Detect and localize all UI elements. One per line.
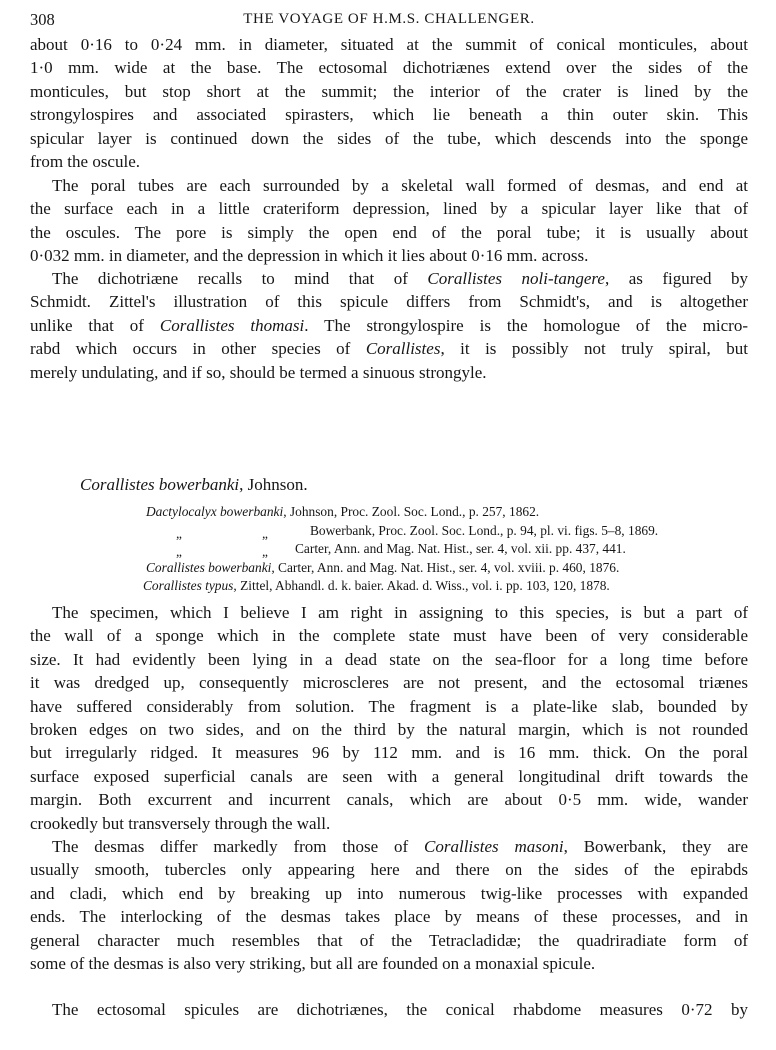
synonymy-entry <box>146 503 726 522</box>
text-segment: , it is possibly not truly spiral, but <box>440 339 748 359</box>
paragraph <box>30 174 748 268</box>
synonymy-entry <box>143 577 723 596</box>
paragraph <box>30 998 748 1021</box>
text-segment: . The strongylospire is the homologue of the micro- <box>304 315 748 335</box>
text-line: from the oscule. <box>30 151 140 171</box>
species-heading <box>80 475 308 495</box>
ditto-mark: „ <box>262 544 268 560</box>
paragraph <box>30 267 748 384</box>
synonymy-entry <box>146 522 726 541</box>
text-line <box>30 314 748 337</box>
synonym-name: Dactylocalyx bowerbanki <box>146 504 284 519</box>
text-line <box>30 337 748 360</box>
text-line <box>30 835 748 858</box>
text-line: general character much resembles that of the Tetracladidæ; the quadriradiate form of <box>30 930 748 950</box>
text-line: and cladi, which end by breaking up into numerous twig-like processes with expanded <box>30 883 748 903</box>
ditto-mark: „ <box>176 544 182 560</box>
paragraph <box>30 33 748 173</box>
text-line <box>30 267 748 290</box>
synonym-name: Corallistes typus <box>143 578 234 594</box>
text-line: The poral tubes are each surrounded by a skeletal wall formed of desmas, and end at <box>52 176 748 195</box>
text-line: about 0·16 to 0·24 mm. in diameter, situated at the summit of conical monticules, about <box>30 35 748 54</box>
synonym-reference: , Carter, Ann. and Mag. Nat. Hist., ser. 4, vol. xviii. p. 460, 1876. <box>271 559 620 575</box>
text-line: monticules, but stop short at the summit; the interior of the crater is lined by the <box>30 81 748 101</box>
synonymy-entry <box>146 540 726 559</box>
text-line: some of the desmas is also very striking, but all are founded on a monaxial spicule. <box>30 953 596 973</box>
text-line: size. It had evidently been lying in a dead state on the sea-floor for a long time before <box>30 649 748 669</box>
text-line: but irregularly ridged. It measures 96 by 112 mm. and is 16 mm. thick. On the poral <box>30 743 748 763</box>
paragraph <box>30 835 748 975</box>
text-line: The ectosomal spicules are dichotriænes, the conical rhabdome measures 0·72 by <box>52 1000 748 1019</box>
italic-taxon-name: Corallistes noli-tangere <box>427 269 605 288</box>
text-line: surface exposed superficial canals are seen with a general longitudinal drift towards the <box>30 766 748 786</box>
text-line: the surface each in a little crateriform depression, lined by a spicular layer like that of <box>30 199 748 219</box>
text-segment: , Bowerbank, they are <box>563 837 748 856</box>
synonymy-list <box>143 503 726 596</box>
synonym-reference: , Johnson, Proc. Zool. Soc. Lond., p. 257, 1862. <box>283 504 540 519</box>
species-author: , Johnson. <box>239 475 308 494</box>
italic-taxon-name: Corallistes thomasi <box>159 315 305 335</box>
synonym-reference: Bowerbank, Proc. Zool. Soc. Lond., p. 94, pl. vi. figs. 5–8, 1869. <box>310 522 659 538</box>
text-line: 0·032 mm. in diameter, and the depression in which it lies about 0·16 mm. across. <box>30 246 589 266</box>
text-line: The specimen, which I believe I am right in assigning to this species, is but a part of <box>52 603 748 622</box>
text-segment: rabd which occurs in other species of <box>30 339 366 359</box>
text-line: margin. Both excurrent and incurrent canals, which are about 0·5 mm. wide, wander <box>30 790 748 810</box>
text-line: merely undulating, and if so, should be termed a sinuous strongyle. <box>30 362 487 382</box>
paragraph <box>30 601 748 835</box>
text-line: it was dredged up, consequently microscleres are not present, and the ectosomal triænes <box>30 673 748 693</box>
italic-taxon-name: Corallistes <box>365 339 441 359</box>
ditto-mark: „ <box>176 525 182 541</box>
text-line: broken edges on two sides, and on the third by the natural margin, which is not rounded <box>30 719 748 739</box>
text-line: usually smooth, tubercles only appearing here and there on the sides of the epirabds <box>30 860 748 880</box>
italic-taxon-name: Corallistes masoni <box>424 837 564 856</box>
text-segment: unlike that of <box>30 315 160 335</box>
species-name: Corallistes bowerbanki <box>80 475 240 494</box>
running-title: THE VOYAGE OF H.M.S. CHALLENGER. <box>243 11 535 27</box>
page-number: 308 <box>30 10 55 29</box>
text-line: the wall of a sponge which in the complete state must have been of very considerable <box>30 626 748 646</box>
synonym-reference: , Zittel, Abhandl. d. k. baier. Akad. d. Wiss., vol. i. pp. 103, 120, 1878. <box>233 578 610 594</box>
ditto-mark: „ <box>262 525 268 541</box>
text-line: Schmidt. Zittel's illustration of this spicule differs from Schmidt's, and is altogether <box>30 292 748 312</box>
text-line: strongylospires and associated spirasters, which lie beneath a thin outer skin. This <box>30 105 748 125</box>
text-line: crookedly but transversely through the wall. <box>30 813 331 833</box>
page-header <box>30 10 748 32</box>
synonymy-entry <box>146 559 726 578</box>
text-segment: The desmas differ markedly from those of <box>52 837 425 856</box>
text-segment: , as figured by <box>604 269 748 288</box>
synonym-name: Corallistes bowerbanki <box>146 559 272 575</box>
text-line: have suffered considerably from solution. The fragment is a plate-like slab, bounded by <box>30 696 748 716</box>
text-line: ends. The interlocking of the desmas takes place by means of these processes, and in <box>30 907 748 927</box>
text-segment: The dichotriæne recalls to mind that of <box>52 269 428 288</box>
synonym-reference: Carter, Ann. and Mag. Nat. Hist., ser. 4, vol. xii. pp. 437, 441. <box>295 541 626 557</box>
text-line: the oscules. The pore is simply the open end of the poral tube; it is usually about <box>30 222 748 242</box>
text-line: spicular layer is continued down the sides of the tube, which descends into the sponge <box>30 128 748 148</box>
text-line: 1·0 mm. wide at the base. The ectosomal dichotriænes extend over the sides of the <box>30 58 748 78</box>
